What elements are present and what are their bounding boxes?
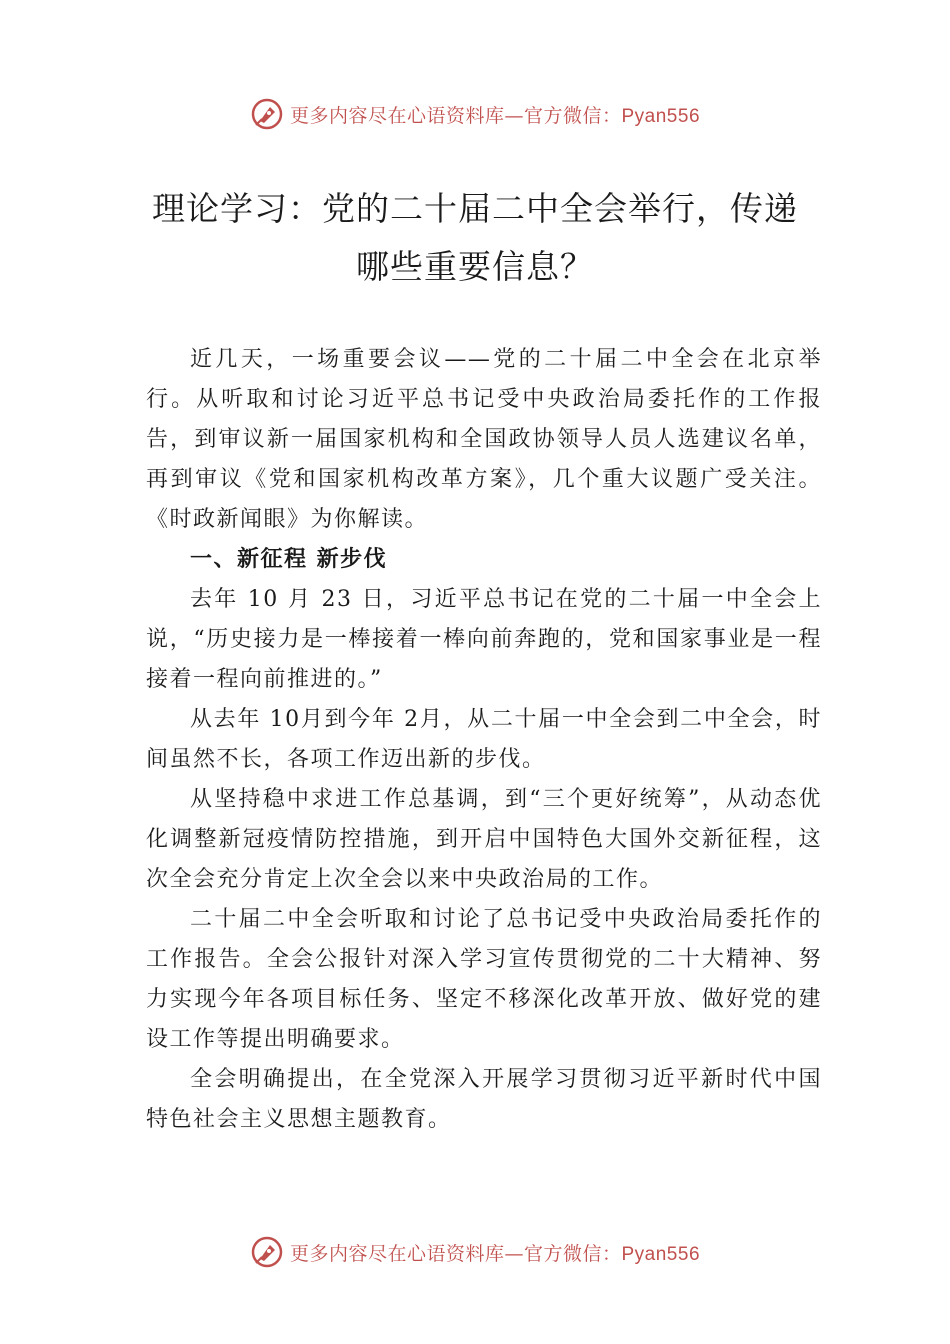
body-paragraph: 从坚持稳中求进工作总基调，到“三个更好统筹”，从动态优化调整新冠疫情防控措施，到开启中国特色大国外交新征程，这次全会充分肯定上次全会以来中央政治局的工作。	[146, 787, 822, 892]
document-body	[146, 340, 822, 1140]
body-paragraph: 从去年 10月到今年 2月，从二十届一中全会到二中全会，时间虽然不长，各项工作迈出新的步伐。	[146, 707, 822, 772]
wechat-id: Pyan556	[621, 105, 701, 127]
pen-nib-logo-icon	[250, 97, 284, 131]
intro-paragraph: 近几天，一场重要会议——党的二十届二中全会在北京举行。从听取和讨论习近平总书记受中央政治局委托作的工作报告，到审议新一届国家机构和全国政协领导人员人选建议名单，再到审议《党和国家机构改革方案》，几个重大议题广受关注。《时政新闻眼》为你解读。	[146, 347, 822, 532]
section-heading: 一、新征程 新步伐	[190, 547, 388, 572]
body-paragraph: 全会明确提出，在全党深入开展学习贯彻习近平新时代中国特色社会主义思想主题教育。	[146, 1067, 822, 1132]
footer-banner	[0, 1232, 950, 1272]
pen-nib-logo-icon	[250, 1235, 284, 1269]
body-paragraph: 去年 10 月 23 日，习近平总书记在党的二十届一中全会上说，“历史接力是一棒接着一棒向前奔跑的，党和国家事业是一程接着一程向前推进的。”	[146, 587, 822, 692]
body-paragraph: 二十届二中全会听取和讨论了总书记受中央政治局委托作的工作报告。全会公报针对深入学习宣传贯彻党的二十大精神、努力实现今年各项目标任务、坚定不移深化改革开放、做好党的建设工作等提出明确要求。	[146, 907, 822, 1052]
footer-banner-text: 更多内容尽在心语资料库—官方微信：Pyan556	[289, 1242, 701, 1265]
wechat-id: Pyan556	[621, 1243, 701, 1265]
header-banner-text: 更多内容尽在心语资料库—官方微信：Pyan556	[289, 104, 701, 127]
document-title: 理论学习：党的二十届二中全会举行，传递哪些重要信息？	[152, 189, 798, 286]
header-banner	[0, 94, 950, 134]
